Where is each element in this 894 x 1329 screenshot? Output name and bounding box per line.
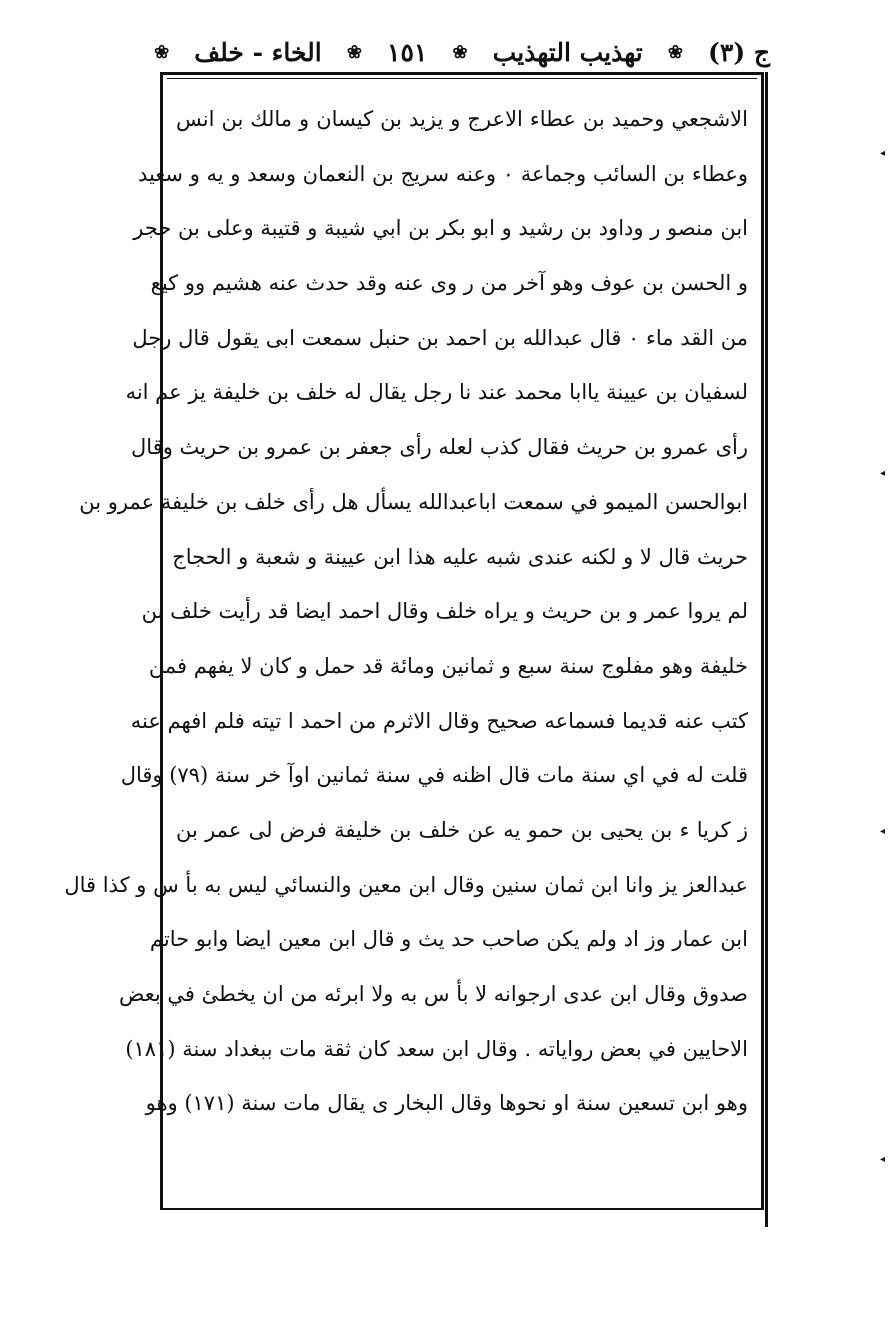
ornament-icon: ❀ <box>346 41 362 63</box>
text-line: لسفيان بن عيينة ياابا محمد عند نا رجل يقال له خلف بن خليفة يز عم انه <box>125 380 748 405</box>
ornament-icon: ❀ <box>154 41 170 63</box>
margin-mark-icon: ◂ <box>880 826 886 837</box>
text-line: كتب عنه قديما فسماعه صحيح وقال الاثرم من احمد ا تيته فلم افهم عنه <box>130 708 748 733</box>
text-line: رأى عمرو بن حريث فقال كذب لعله رأى جعفر بن عمرو بن حريث وقال <box>131 435 748 460</box>
frame-rule-inner <box>167 78 757 79</box>
text-line: و الحسن بن عوف وهو آخر من ر وى عنه وقد حدث عنه هشيم وو كيع <box>150 271 748 296</box>
margin-mark-icon: ◂ <box>880 468 886 479</box>
text-line: لم يروا عمر و بن حريث و يراه خلف وقال احمد ايضا قد رأيت خلف بن <box>141 599 748 624</box>
text-line: ابن منصو ر وداود بن رشيد و ابو بكر بن ابي شيبة و قتيبة وعلى بن حجر <box>133 216 748 241</box>
text-line: وعطاء بن السائب وجماعة ٠ وعنه سريج بن النعمان وسعد و يه و سعيد <box>137 161 748 186</box>
text-line: ابن عمار وز اد ولم يكن صاحب حد يث و قال ابن معين ايضا وابو حاتم <box>149 927 748 952</box>
page-number: ١٥١ <box>387 37 428 67</box>
volume-label: ج (٣) <box>708 37 770 67</box>
frame-rule-right <box>765 72 768 1227</box>
margin-mark-icon: ◂ <box>880 1154 886 1165</box>
text-line: وهو ابن تسعين سنة او نحوها وقال البخار ى يقال مات سنة (١٧١) وهو <box>145 1091 748 1116</box>
text-line: من القد ماء ٠ قال عبدالله بن احمد بن حنبل سمعت ابى يقول قال رجل <box>132 325 748 350</box>
ornament-icon: ❀ <box>667 41 683 63</box>
book-title: تهذيب التهذيب <box>492 37 643 67</box>
ornament-icon: ❀ <box>452 41 468 63</box>
text-line: عبدالعز يز وانا ابن ثمان سنين وقال ابن معين والنسائي ليس به بأ س و كذا قال <box>64 872 748 897</box>
text-line: حريث قال لا و لكنه عندى شبه عليه هذا ابن عيينة و شعبة و الحجاج <box>172 544 748 569</box>
text-line: الاشجعي وحميد بن عطاء الاعرج و يزيد بن كيسان و مالك بن انس <box>176 107 748 131</box>
text-line: ز كريا ء بن يحيى بن حمو يه عن خلف بن خليفة فرض لى عمر بن <box>176 817 748 842</box>
text-line: الاحايين في بعض رواياته . وقال ابن سعد كان ثقة مات ببغداد سنة (١٨١) <box>125 1036 748 1061</box>
body-text <box>64 92 748 1131</box>
text-line: ابوالحسن الميمو في سمعت اباعبدالله يسأل هل رأى خلف بن خليفة عمرو بن <box>79 489 748 514</box>
text-line: قلت له في اي سنة مات قال اظنه في سنة ثمانين اوآ خر سنة (٧٩) وقال <box>120 763 748 788</box>
frame-rule-top <box>160 72 764 75</box>
text-line: خليفة وهو مفلوج سنة سبع و ثمانين ومائة قد حمل و كان لا يفهم فمن <box>148 653 748 678</box>
margin-mark-icon: ◂ <box>880 148 886 159</box>
text-line: صدوق وقال ابن عدى ارجوانه لا بأ س به ولا ابرئه من ان يخطئ في بعض <box>119 982 748 1006</box>
running-header <box>150 34 770 70</box>
section-label: الخاء - خلف <box>194 37 322 67</box>
